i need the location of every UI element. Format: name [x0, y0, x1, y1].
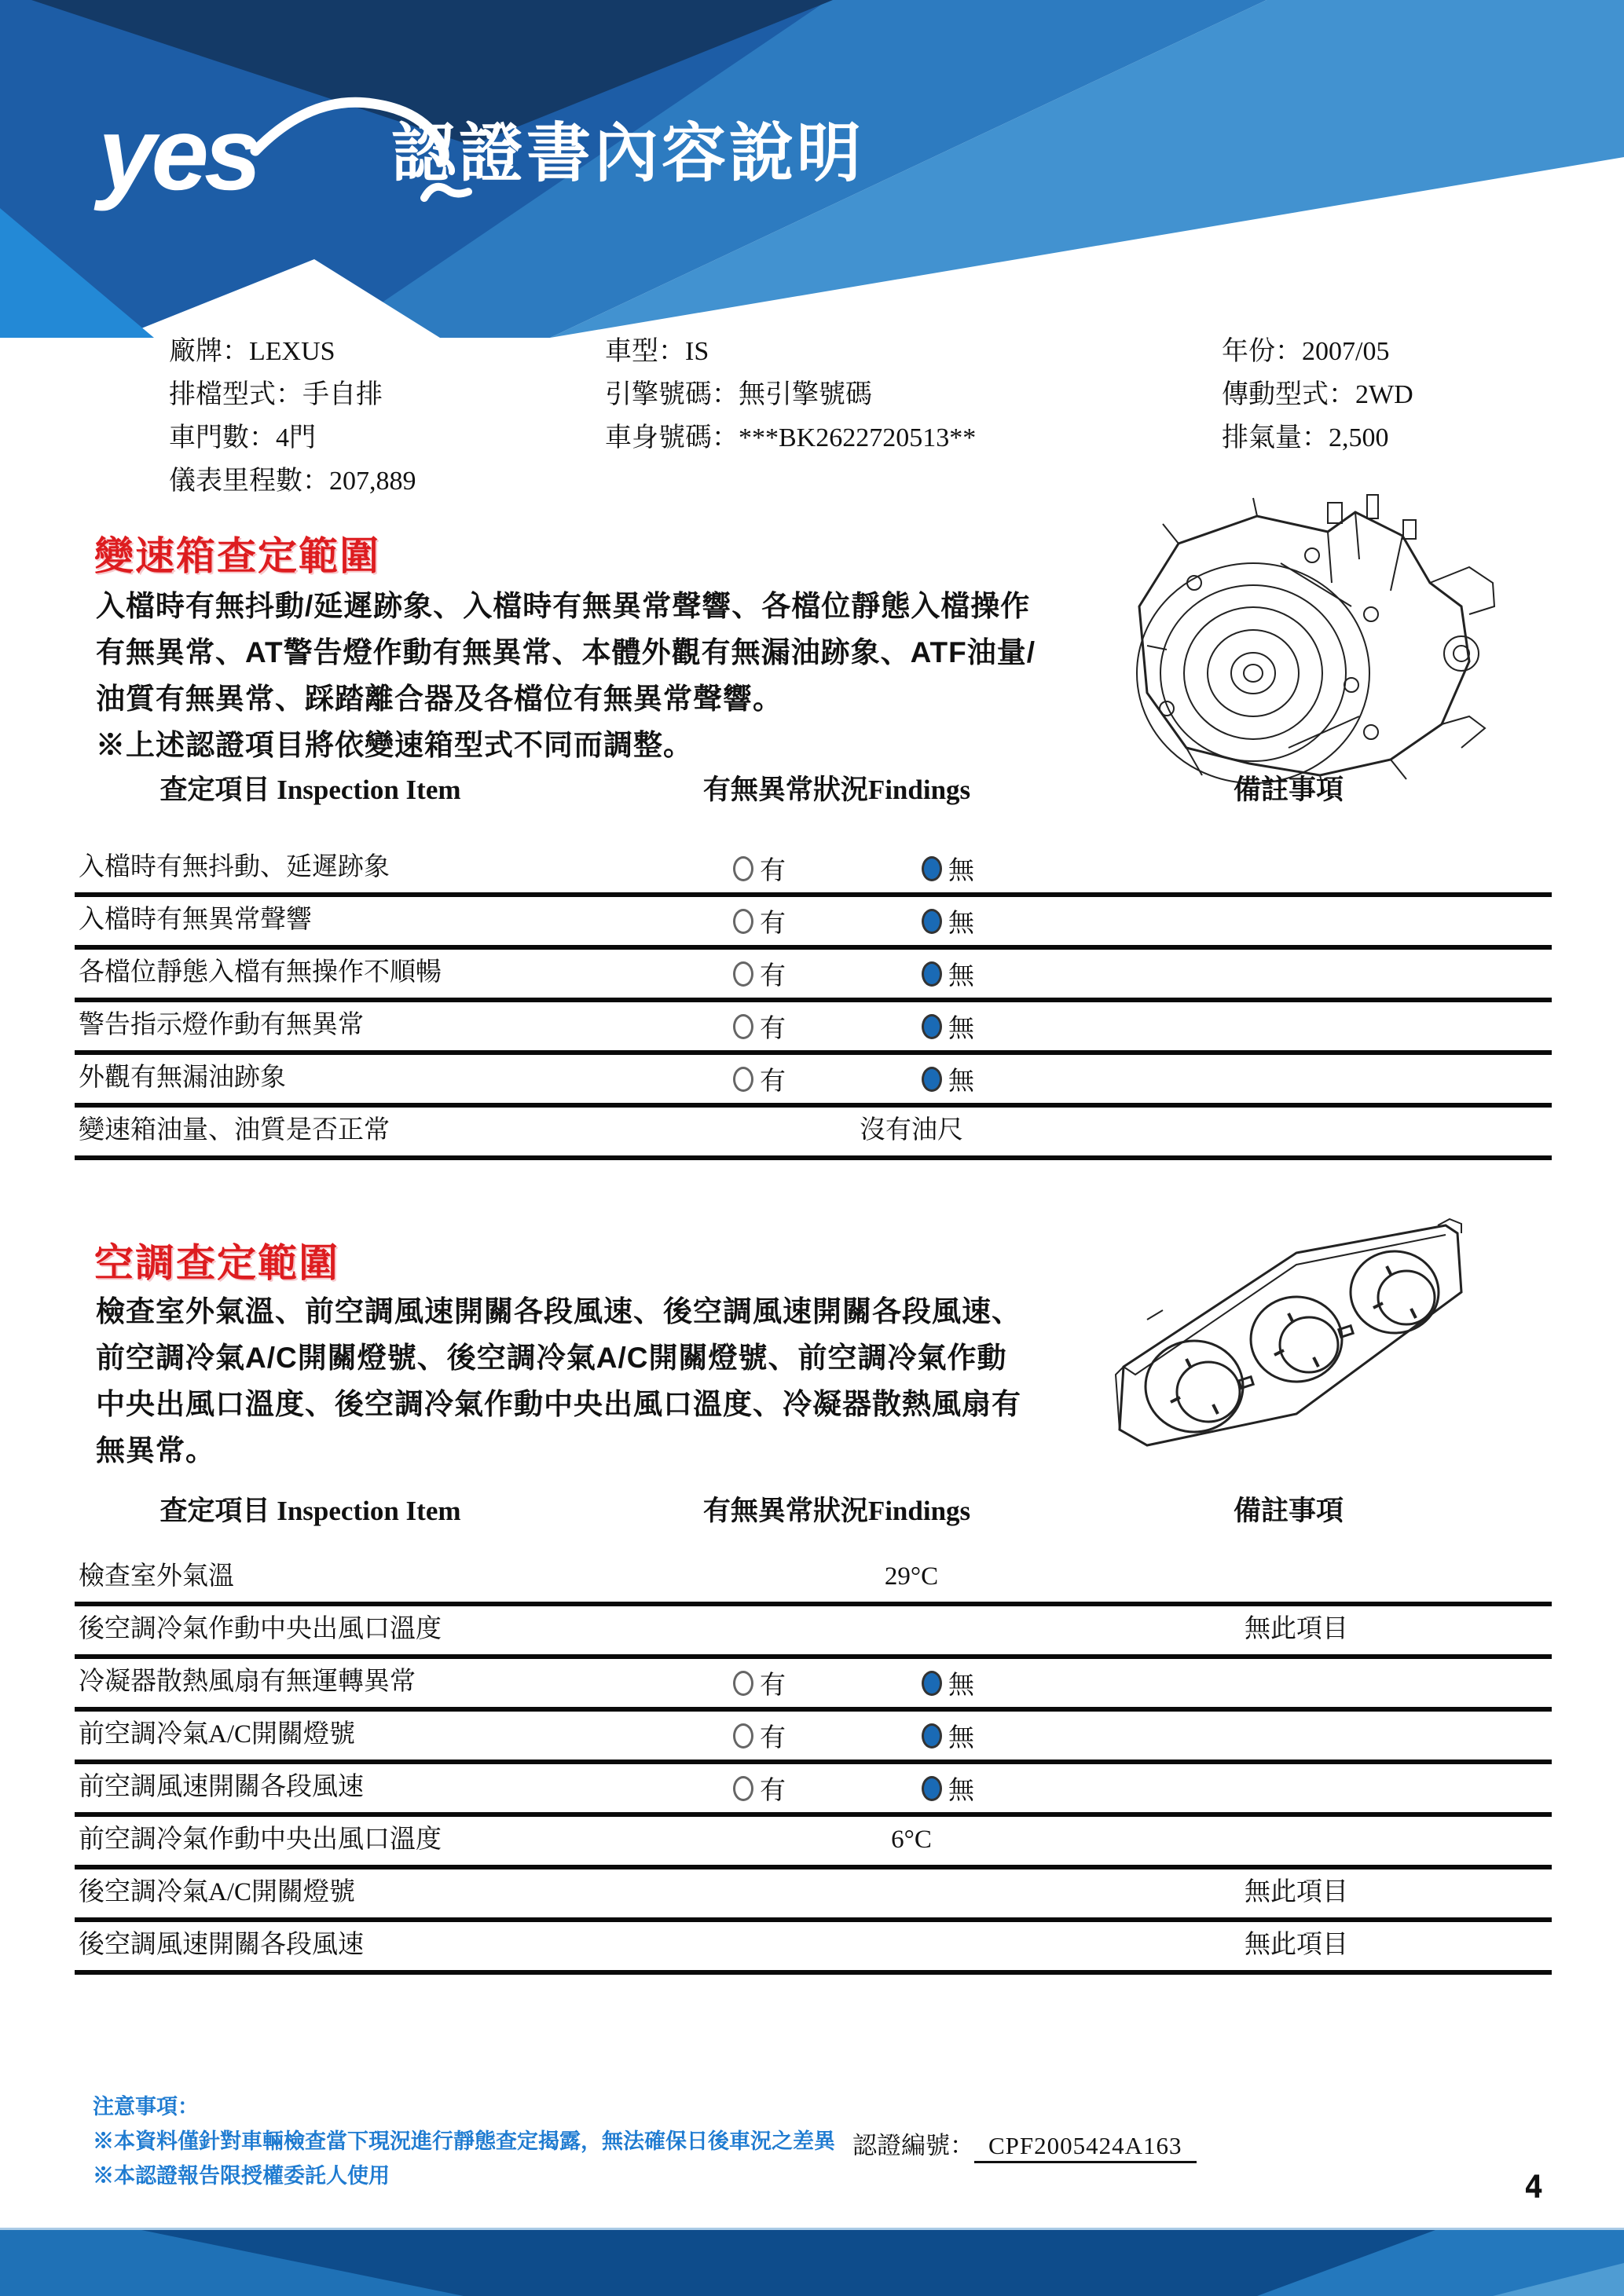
- column-header-findings: 有無異常狀況Findings: [702, 1496, 971, 1526]
- radio-group-no[interactable]: [922, 1055, 974, 1103]
- radio-unselected-icon-yes[interactable]: [733, 1723, 753, 1749]
- inspection-item-label: 前空調冷氣作動中央出風口溫度: [79, 1825, 442, 1854]
- inspection-item-label: 後空調冷氣A/C開關燈號: [79, 1878, 356, 1906]
- page-number: 4: [1524, 2170, 1544, 2206]
- transmission-inspection-table: [75, 768, 1552, 1144]
- table-row: [75, 1108, 1552, 1160]
- radio-label-no: 無: [948, 962, 974, 991]
- vehicle-info-line: 車身號碼：***BK2622720513**: [605, 423, 977, 452]
- vehicle-info-line: 排檔型式：手自排: [169, 380, 383, 409]
- radio-selected-icon-no[interactable]: [922, 909, 942, 934]
- radio-group-yes[interactable]: [733, 1659, 786, 1707]
- section-description-aircon: [96, 1288, 1021, 1474]
- radio-unselected-icon-yes[interactable]: [733, 1014, 753, 1039]
- description-line: 入檔時有無抖動/延遲跡象、入檔時有無異常聲響、各檔位靜態入檔操作: [96, 590, 1031, 622]
- remark-value: 無此項目: [1245, 1878, 1348, 1906]
- column-header-inspection-item: 查定項目 Inspection Item: [159, 1496, 461, 1526]
- vehicle-info-line: 排氣量：2,500: [1222, 423, 1389, 452]
- finding-value: 沒有油尺: [860, 1116, 963, 1144]
- vehicle-info-line: 傳動型式：2WD: [1222, 380, 1413, 409]
- vehicle-info-line: 廠牌：LEXUS: [169, 337, 335, 366]
- radio-label-no: 無: [948, 1777, 974, 1805]
- radio-group-yes[interactable]: [733, 950, 786, 998]
- radio-group-yes[interactable]: [733, 1764, 786, 1812]
- description-line: 有無異常、AT警告燈作動有無異常、本體外觀有無漏油跡象、ATF油量/: [96, 636, 1036, 668]
- inspection-item-label: 各檔位靜態入檔有無操作不順暢: [79, 958, 442, 987]
- radio-label-no: 無: [948, 910, 974, 938]
- vehicle-info-column-3: [1222, 330, 1413, 460]
- table-row: [75, 844, 1552, 897]
- inspection-item-label: 警告指示燈作動有無異常: [79, 1011, 364, 1039]
- header-banner: [0, 0, 1624, 338]
- radio-group-no[interactable]: [922, 1764, 974, 1812]
- section-heading-aircon: 空調查定範圍: [94, 1241, 339, 1285]
- radio-label-yes: 有: [760, 1067, 786, 1096]
- radio-unselected-icon-yes[interactable]: [733, 1776, 753, 1801]
- inspection-item-label: 冷凝器散熱風扇有無運轉異常: [79, 1668, 416, 1696]
- radio-unselected-icon-yes[interactable]: [733, 909, 753, 934]
- column-header-remark: 備註事項: [1233, 774, 1344, 805]
- notice-title: 注意事項：: [93, 2095, 199, 2118]
- radio-group-yes[interactable]: [733, 897, 786, 945]
- vehicle-info-line: 儀表里程數：207,889: [169, 467, 416, 496]
- radio-label-no: 無: [948, 1015, 974, 1043]
- radio-label-yes: 有: [760, 1724, 786, 1752]
- section-heading-transmission: 變速箱查定範圍: [94, 534, 380, 578]
- radio-label-no: 無: [948, 1724, 974, 1752]
- radio-selected-icon-no[interactable]: [922, 1723, 942, 1749]
- inspection-item-label: 變速箱油量、油質是否正常: [79, 1116, 390, 1144]
- certificate-number-value: CPF2005424A163: [974, 2132, 1197, 2163]
- radio-unselected-icon-yes[interactable]: [733, 961, 753, 987]
- radio-group-no[interactable]: [922, 897, 974, 945]
- inspection-item-label: 前空調風速開關各段風速: [79, 1773, 364, 1801]
- table-header-row: [75, 1489, 1552, 1544]
- footer-band-shapes: [0, 2228, 1624, 2296]
- description-line: 無異常。: [96, 1434, 215, 1467]
- radio-unselected-icon-yes[interactable]: [733, 856, 753, 881]
- remark-value: 無此項目: [1245, 1931, 1348, 1959]
- footer-band: [0, 2228, 1624, 2296]
- description-line: ※上述認證項目將依變速箱型式不同而調整。: [96, 729, 693, 761]
- radio-group-no[interactable]: [922, 1002, 974, 1050]
- inspection-item-label: 前空調冷氣A/C開關燈號: [79, 1720, 356, 1749]
- finding-value: 6°C: [891, 1825, 932, 1854]
- radio-label-yes: 有: [760, 910, 786, 938]
- description-line: 油質有無異常、踩踏離合器及各檔位有無異常聲響。: [96, 683, 783, 715]
- table-row: [75, 1002, 1552, 1055]
- radio-group-no[interactable]: [922, 1712, 974, 1760]
- section-description-transmission: [96, 583, 1036, 768]
- inspection-item-label: 後空調風速開關各段風速: [79, 1931, 364, 1959]
- description-line: 前空調冷氣A/C開關燈號、後空調冷氣A/C開關燈號、前空調冷氣作動: [96, 1342, 1007, 1374]
- vehicle-info-column-2: [605, 330, 976, 460]
- radio-selected-icon-no[interactable]: [922, 1067, 942, 1092]
- table-header-row: [75, 768, 1552, 823]
- table-row: [75, 1055, 1552, 1108]
- remark-value: 無此項目: [1245, 1615, 1348, 1643]
- radio-label-yes: 有: [760, 1672, 786, 1700]
- table-row: [75, 1606, 1552, 1659]
- table-row: [75, 1712, 1552, 1764]
- column-header-findings: 有無異常狀況Findings: [702, 774, 971, 805]
- table-row: [75, 1817, 1552, 1869]
- radio-unselected-icon-yes[interactable]: [733, 1671, 753, 1696]
- radio-label-no: 無: [948, 857, 974, 885]
- radio-group-no[interactable]: [922, 1659, 974, 1707]
- yes-logo-text: yes: [98, 96, 258, 211]
- radio-label-yes: 有: [760, 857, 786, 885]
- ac-control-panel-illustration: [1100, 1218, 1477, 1477]
- inspection-item-label: 外觀有無漏油跡象: [79, 1064, 286, 1092]
- inspection-item-label: 後空調冷氣作動中央出風口溫度: [79, 1615, 442, 1643]
- radio-unselected-icon-yes[interactable]: [733, 1067, 753, 1092]
- column-header-inspection-item: 查定項目 Inspection Item: [159, 774, 461, 805]
- inspection-item-label: 入檔時有無異常聲響: [79, 906, 312, 934]
- certificate-number-label: 認證編號：: [852, 2132, 974, 2159]
- radio-label-yes: 有: [760, 1777, 786, 1805]
- radio-group-yes[interactable]: [733, 1002, 786, 1050]
- table-row: [75, 1554, 1552, 1606]
- finding-value: 29°C: [884, 1562, 939, 1591]
- transmission-illustration: [1092, 489, 1509, 795]
- radio-label-yes: 有: [760, 962, 786, 991]
- radio-selected-icon-no[interactable]: [922, 1776, 942, 1801]
- notice-line-1: ※本資料僅針對車輛檢查當下現況進行靜態查定揭露，無法確保日後車況之差異: [93, 2129, 835, 2153]
- table-row: [75, 1659, 1552, 1712]
- table-row: [75, 950, 1552, 1002]
- vehicle-info-line: 車型：IS: [605, 337, 709, 366]
- radio-label-no: 無: [948, 1067, 974, 1096]
- vehicle-info-line: 引擎號碼：無引擎號碼: [605, 380, 872, 409]
- notice-line-2: ※本認證報告限授權委託人使用: [93, 2164, 390, 2188]
- column-header-remark: 備註事項: [1233, 1496, 1344, 1526]
- table-row: [75, 897, 1552, 950]
- certificate-number: [852, 2126, 1197, 2161]
- table-row: [75, 1764, 1552, 1817]
- description-line: 中央出風口溫度、後空調冷氣作動中央出風口溫度、冷凝器散熱風扇有: [96, 1388, 1021, 1420]
- radio-label-yes: 有: [760, 1015, 786, 1043]
- table-row: [75, 1922, 1552, 1975]
- radio-group-yes[interactable]: [733, 1055, 786, 1103]
- radio-group-no[interactable]: [922, 844, 974, 892]
- description-line: 檢查室外氣溫、前空調風速開關各段風速、後空調風速開關各段風速、: [96, 1295, 1021, 1327]
- radio-group-yes[interactable]: [733, 844, 786, 892]
- footer-notice: [93, 2089, 835, 2193]
- radio-selected-icon-no[interactable]: [922, 1014, 942, 1039]
- radio-group-no[interactable]: [922, 950, 974, 998]
- radio-selected-icon-no[interactable]: [922, 1671, 942, 1696]
- vehicle-info-line: 車門數：4門: [169, 423, 316, 452]
- vehicle-info-column-1: [169, 330, 416, 503]
- page-title: 認證書內容說明: [391, 118, 865, 189]
- radio-selected-icon-no[interactable]: [922, 856, 942, 881]
- radio-selected-icon-no[interactable]: [922, 961, 942, 987]
- table-row: [75, 1869, 1552, 1922]
- radio-group-yes[interactable]: [733, 1712, 786, 1760]
- inspection-item-label: 檢查室外氣溫: [79, 1562, 234, 1591]
- radio-label-no: 無: [948, 1672, 974, 1700]
- aircon-inspection-table: [75, 1489, 1552, 1959]
- inspection-item-label: 入檔時有無抖動、延遲跡象: [79, 853, 390, 881]
- vehicle-info-line: 年份：2007/05: [1222, 337, 1390, 366]
